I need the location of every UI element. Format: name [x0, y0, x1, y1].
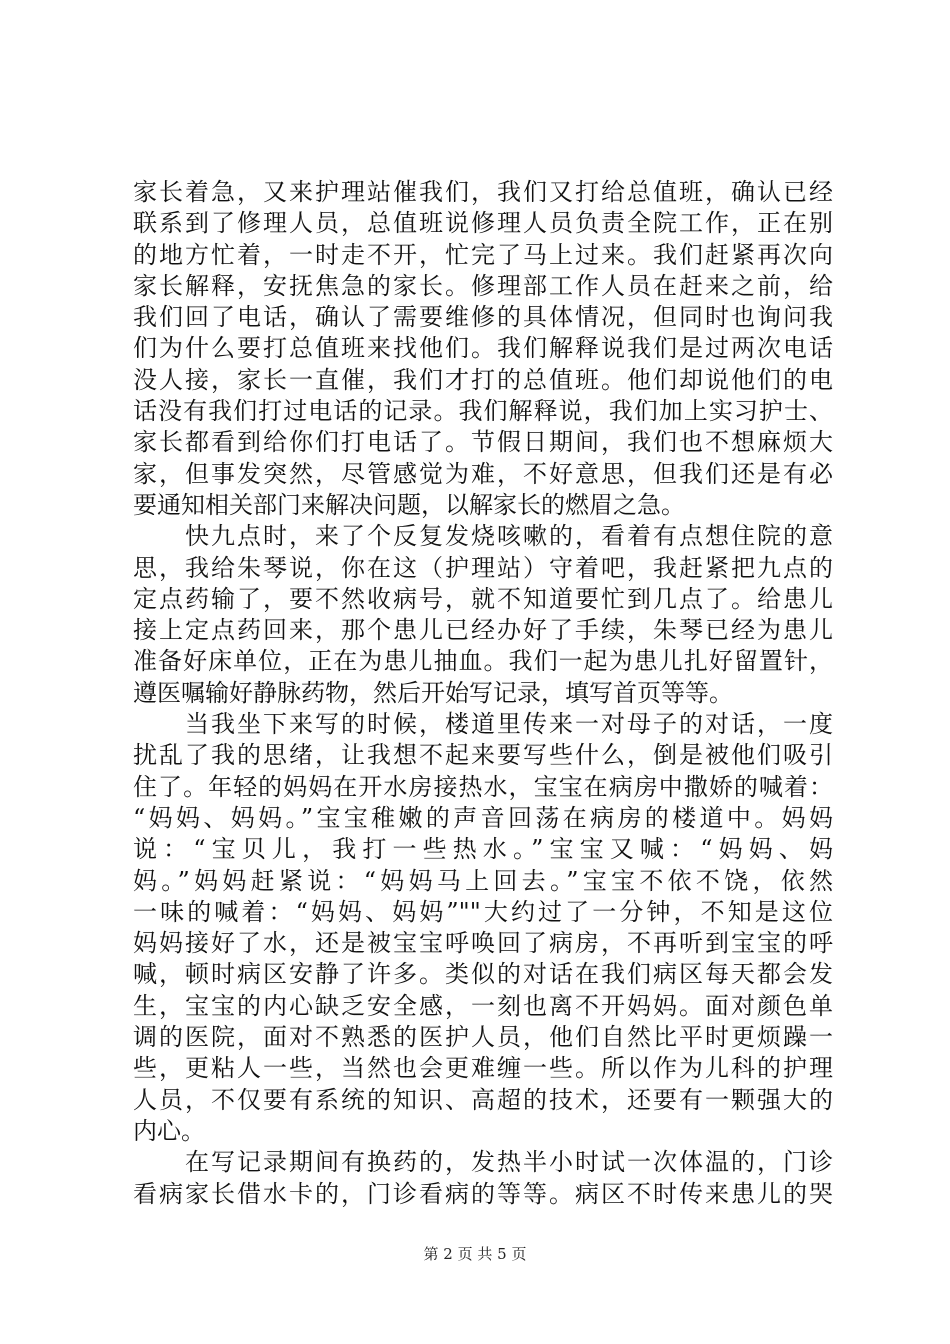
text-line: 喊，顿时病区安静了许多。类似的对话在我们病区每天都会发 — [133, 960, 833, 989]
text-line: 当我坐下来写的时候，楼道里传来一对母子的对话，一度 — [133, 710, 833, 739]
text-line: 家长着急，又来护理站催我们，我们又打给总值班，确认已经 — [133, 178, 833, 206]
text-line: 遵医嘱输好静脉药物，然后开始写记录，填写首页等等。 — [133, 678, 733, 707]
text-line: 调的医院，面对不熟悉的医护人员，他们自然比平时更烦躁一 — [133, 1023, 833, 1052]
text-line: 接上定点药回来，那个患儿已经办好了手续，朱琴已经为患儿 — [133, 616, 833, 645]
text-line: 定点药输了，要不然收病号，就不知道要忙到几点了。给患儿 — [133, 584, 833, 613]
text-line: 住了。年轻的妈妈在开水房接热水，宝宝在病房中撒娇的喊着： — [133, 772, 833, 801]
text-line: “妈妈、妈妈。”宝宝稚嫩的声音回荡在病房的楼道中。妈妈 — [133, 803, 833, 832]
text-line: 妈。”妈妈赶紧说：“妈妈马上回去。”宝宝不依不饶，依然 — [133, 866, 833, 895]
text-line: 家，但事发突然，尽管感觉为难，不好意思，但我们还是有必 — [133, 459, 833, 488]
text-line: 在写记录期间有换药的，发热半小时试一次体温的，门诊 — [133, 1148, 833, 1177]
page-footer: 第 2 页 共 5 页 — [423, 1245, 527, 1263]
text-line: 一味的喊着：“妈妈、妈妈”""大约过了一分钟，不知是这位 — [133, 897, 833, 926]
text-line: 看病家长借水卡的，门诊看病的等等。病区不时传来患儿的哭 — [133, 1179, 833, 1208]
text-line: 要通知相关部门来解决问题，以解家长的燃眉之急。 — [133, 490, 685, 519]
text-line: 些，更粘人一些，当然也会更难缠一些。所以作为儿科的护理 — [133, 1054, 833, 1083]
text-line: 我们回了电话，确认了需要维修的具体情况，但同时也询问我 — [133, 303, 833, 332]
text-line: 快九点时，来了个反复发烧咳嗽的，看着有点想住院的意 — [133, 522, 833, 551]
text-line: 扰乱了我的思绪，让我想不起来要写些什么，倒是被他们吸引 — [133, 741, 833, 770]
text-line: 家长都看到给你们打电话了。节假日期间，我们也不想麻烦大 — [133, 428, 833, 457]
text-line: 内心。 — [133, 1116, 205, 1145]
body-text — [133, 177, 833, 1210]
text-line: 的地方忙着，一时走不开，忙完了马上过来。我们赶紧再次向 — [133, 240, 833, 269]
text-line: 思，我给朱琴说，你在这（护理站）守着吧，我赶紧把九点的 — [133, 553, 833, 582]
text-line: 生，宝宝的内心缺乏安全感，一刻也离不开妈妈。面对颜色单 — [133, 991, 833, 1020]
text-line: 说：“宝贝儿，我打一些热水。”宝宝又喊：“妈妈、妈 — [133, 835, 833, 864]
text-line: 们为什么要打总值班来找他们。我们解释说我们是过两次电话 — [133, 334, 833, 363]
text-line: 妈妈接好了水，还是被宝宝呼唤回了病房，不再听到宝宝的呼 — [133, 929, 833, 958]
text-line: 家长解释，安抚焦急的家长。修理部工作人员在赶来之前，给 — [133, 271, 833, 300]
text-line: 人员，不仅要有系统的知识、高超的技术，还要有一颗强大的 — [133, 1085, 833, 1114]
text-line: 没人接，家长一直催，我们才打的总值班。他们却说他们的电 — [133, 365, 833, 394]
text-line: 准备好床单位，正在为患儿抽血。我们一起为患儿扎好留置针， — [133, 647, 833, 676]
text-line: 话没有我们打过电话的记录。我们解释说，我们加上实习护士、 — [133, 397, 833, 426]
text-line: 联系到了修理人员，总值班说修理人员负责全院工作，正在别 — [133, 209, 833, 238]
